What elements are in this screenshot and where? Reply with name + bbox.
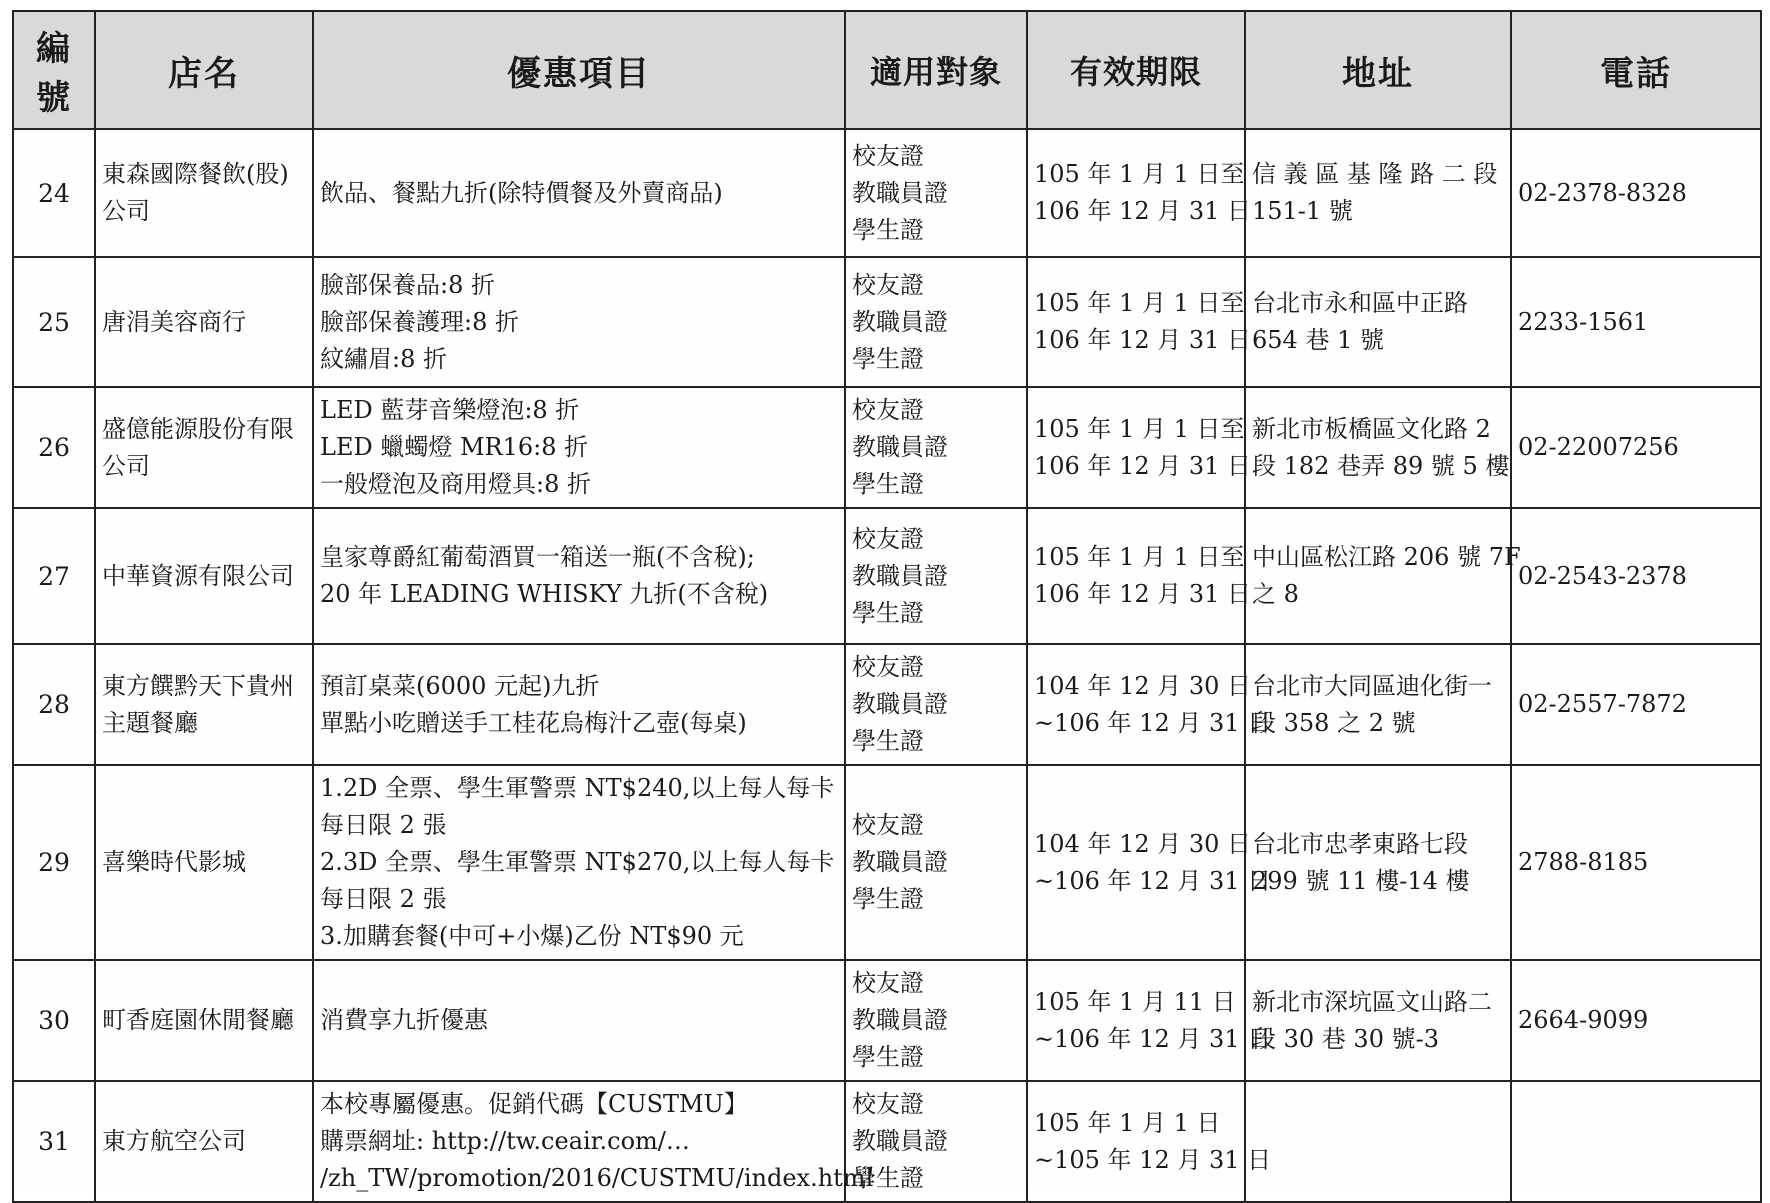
row-number: 31 (13, 1081, 95, 1202)
validity-period: 105 年 1 月 1 日至 106 年 12 月 31 日 (1027, 257, 1245, 387)
store-name: 東方饌黔天下貴州 主題餐廳 (95, 644, 313, 765)
validity-period: 105 年 1 月 1 日至 106 年 12 月 31 日 (1027, 129, 1245, 257)
header-address: 地址 (1245, 11, 1511, 129)
header-phone: 電話 (1511, 11, 1761, 129)
eligibility: 校友證 教職員證 學生證 (845, 644, 1027, 765)
store-name: 唐涓美容商行 (95, 257, 313, 387)
row-number: 30 (13, 960, 95, 1081)
row-number: 26 (13, 387, 95, 508)
offer-details: 臉部保養品:8 折 臉部保養護理:8 折 紋繡眉:8 折 (313, 257, 845, 387)
validity-period: 104 年 12 月 30 日 ~106 年 12 月 31 日 (1027, 644, 1245, 765)
discount-sheet (12, 10, 1760, 1192)
address: 中山區松江路 206 號 7F 之 8 (1245, 508, 1511, 644)
eligibility: 校友證 教職員證 學生證 (845, 960, 1027, 1081)
header-offer: 優惠項目 (313, 11, 845, 129)
phone: 2233-1561 (1511, 257, 1761, 387)
offer-details: 飲品、餐點九折(除特價餐及外賣商品) (313, 129, 845, 257)
eligibility: 校友證 教職員證 學生證 (845, 257, 1027, 387)
table-row (13, 1081, 1761, 1202)
phone: 02-22007256 (1511, 387, 1761, 508)
phone: 2788-8185 (1511, 765, 1761, 960)
header-validity: 有效期限 (1027, 11, 1245, 129)
table-row (13, 387, 1761, 508)
phone (1511, 1081, 1761, 1202)
validity-period: 105 年 1 月 1 日至 106 年 12 月 31 日 (1027, 387, 1245, 508)
phone: 2664-9099 (1511, 960, 1761, 1081)
table-row (13, 644, 1761, 765)
phone: 02-2543-2378 (1511, 508, 1761, 644)
offer-details: 1.2D 全票、學生軍警票 NT$240,以上每人每卡 每日限 2 張 2.3D 全票、學生軍警票 NT$270,以上每人每卡 每日限 2 張 3.加購套餐(中可+小爆)乙份 NT$90 元 (313, 765, 845, 960)
table-body (13, 129, 1761, 1202)
address: 台北市永和區中正路 654 巷 1 號 (1245, 257, 1511, 387)
header-no: 編號 (13, 11, 95, 129)
row-number: 27 (13, 508, 95, 644)
offer-details: LED 藍芽音樂燈泡:8 折 LED 蠟蠋燈 MR16:8 折 一般燈泡及商用燈具:8 折 (313, 387, 845, 508)
row-number: 29 (13, 765, 95, 960)
address: 台北市大同區迪化街一 段 358 之 2 號 (1245, 644, 1511, 765)
eligibility: 校友證 教職員證 學生證 (845, 129, 1027, 257)
validity-period: 105 年 1 月 1 日 ~105 年 12 月 31 日 (1027, 1081, 1245, 1202)
offer-details: 本校專屬優惠。促銷代碼【CUSTMU】 購票網址: http://tw.ceair.com/… /zh_TW/promotion/2016/CUSTMU/index.html (313, 1081, 845, 1202)
eligibility: 校友證 教職員證 學生證 (845, 765, 1027, 960)
discount-table (12, 10, 1762, 1203)
eligibility: 校友證 教職員證 學生證 (845, 387, 1027, 508)
header-row (13, 11, 1761, 129)
store-name: 東方航空公司 (95, 1081, 313, 1202)
row-number: 25 (13, 257, 95, 387)
table-row (13, 765, 1761, 960)
header-eligibility: 適用對象 (845, 11, 1027, 129)
address: 台北市忠孝東路七段 299 號 11 樓-14 樓 (1245, 765, 1511, 960)
header-store: 店名 (95, 11, 313, 129)
address: 新北市深坑區文山路二 段 30 巷 30 號-3 (1245, 960, 1511, 1081)
eligibility: 校友證 教職員證 學生證 (845, 508, 1027, 644)
phone: 02-2557-7872 (1511, 644, 1761, 765)
address: 新北市板橋區文化路 2 段 182 巷弄 89 號 5 樓 (1245, 387, 1511, 508)
store-name: 東森國際餐飲(股) 公司 (95, 129, 313, 257)
store-name: 喜樂時代影城 (95, 765, 313, 960)
validity-period: 104 年 12 月 30 日 ~106 年 12 月 31 日 (1027, 765, 1245, 960)
store-name: 中華資源有限公司 (95, 508, 313, 644)
phone: 02-2378-8328 (1511, 129, 1761, 257)
store-name: 町香庭園休閒餐廳 (95, 960, 313, 1081)
address (1245, 1081, 1511, 1202)
table-row (13, 960, 1761, 1081)
store-name: 盛億能源股份有限 公司 (95, 387, 313, 508)
table-row (13, 257, 1761, 387)
row-number: 28 (13, 644, 95, 765)
eligibility: 校友證 教職員證 學生證 (845, 1081, 1027, 1202)
row-number: 24 (13, 129, 95, 257)
offer-details: 預訂桌菜(6000 元起)九折 單點小吃贈送手工桂花烏梅汁乙壺(每桌) (313, 644, 845, 765)
table-row (13, 508, 1761, 644)
address: 信 義 區 基 隆 路 二 段 151-1 號 (1245, 129, 1511, 257)
offer-details: 皇家尊爵紅葡萄酒買一箱送一瓶(不含稅); 20 年 LEADING WHISKY 九折(不含稅) (313, 508, 845, 644)
table-row (13, 129, 1761, 257)
validity-period: 105 年 1 月 11 日 ~106 年 12 月 31 日 (1027, 960, 1245, 1081)
offer-details: 消費享九折優惠 (313, 960, 845, 1081)
validity-period: 105 年 1 月 1 日至 106 年 12 月 31 日 (1027, 508, 1245, 644)
